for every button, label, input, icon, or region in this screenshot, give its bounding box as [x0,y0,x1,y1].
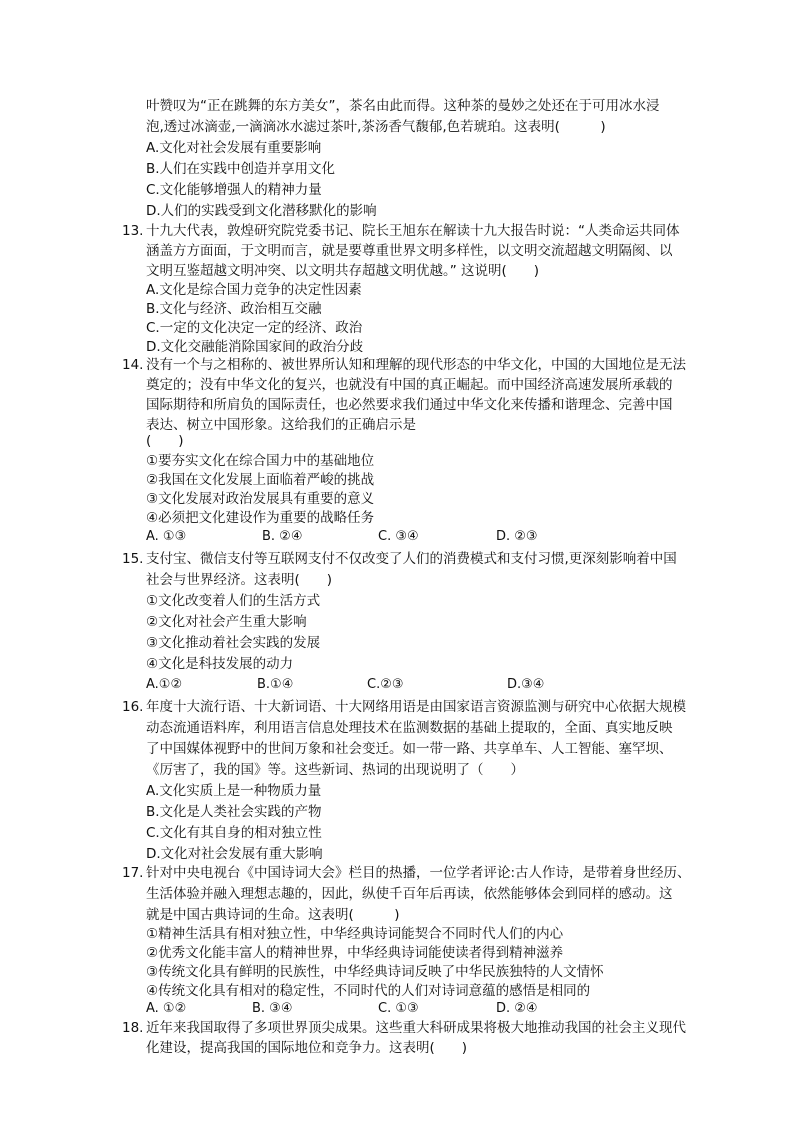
question-stem-line: 涵盖方方面面，于文明而言，就是要尊重世界文明多样性，以文明交流超越文明隔阂、以 [146,243,673,259]
statement-item: ①要夯实文化在综合国力中的基础地位 [146,453,375,469]
choice-d: D.③④ [507,677,545,692]
question-number: 14. [122,357,144,373]
question-stem-line: 近年来我国取得了多项世界顶尖成果。这些重大科研成果将极大地推动我国的社会主义现代 [146,1020,686,1036]
choice-a: A. ①② [146,1001,187,1016]
question-stem-line: 泡,透过冰滴壶,一滴滴冰水滤过茶叶,茶汤香气馥郁,色若琥珀。这表明( ) [146,119,606,135]
question-stem-line: 了中国媒体视野中的世间万象和社会变迁。如一带一路、共享单车、人工智能、塞罕坝、 [146,741,673,757]
question-stem-line: 文明互鉴超越文明冲突、以文明共存超越文明优越。” 这说明( ) [146,263,540,279]
choice-c: C. ①③ [378,1001,419,1016]
question-stem-line: 社会与世界经济。这表明( ) [146,572,333,588]
statement-item: ④传统文化具有相对的稳定性，不同时代的人们对诗词意蕴的感悟是相同的 [146,983,591,999]
question-stem-line: 《厉害了，我的国》等。这些新词、热词的出现说明了（ ） [146,762,524,778]
question-number: 16. [122,699,144,715]
statement-item: ②优秀文化能丰富人的精神世界，中华经典诗词能使读者得到精神滋养 [146,945,564,961]
statement-item: ①精神生活具有相对独立性，中华经典诗词能契合不同时代人们的内心 [146,926,564,942]
choice-b: B.①④ [257,677,294,692]
question-stem-line: 十九大代表，敦煌研究院党委书记、院长王旭东在解读十九大报告时说：“人类命运共同体 [146,223,680,239]
question-stem-line: 就是中国古典诗词的生命。这表明( ) [146,907,400,923]
question-number: 13. [122,223,144,239]
option-c: C.文化有其自身的相对独立性 [146,825,322,841]
option-d: D.文化对社会发展有重大影响 [146,846,323,862]
choice-d: D. ②④ [496,1001,538,1016]
option-b: B.人们在实践中创造并享用文化 [146,161,336,177]
choice-b: B. ③④ [252,1001,293,1016]
choice-c: C. ③④ [378,529,419,544]
statement-item: ③文化推动着社会实践的发展 [146,635,321,651]
statement-item: ③文化发展对政治发展具有重要的意义 [146,491,375,507]
option-b: B.文化是人类社会实践的产物 [146,804,322,820]
choice-a: A. ①③ [146,529,187,544]
question-number: 18. [122,1020,144,1036]
statement-item: ②我国在文化发展上面临着严峻的挑战 [146,472,375,488]
choice-c: C.②③ [367,677,404,692]
answer-blank: ( ) [146,433,184,449]
choice-a: A.①② [146,677,183,692]
question-stem-line: 动态流通语料库，利用语言信息处理技术在监测数据的基础上提取的，全面、真实地反映 [146,720,673,736]
statement-item: ③传统文化具有鲜明的民族性，中华经典诗词反映了中华民族独特的人文情怀 [146,964,604,980]
option-c: C.文化能够增强人的精神力量 [146,182,322,198]
statement-item: ④文化是科技发展的动力 [146,656,294,672]
statement-item: ④必须把文化建设作为重要的战略任务 [146,510,375,526]
question-stem-line: 生活体验并融入理想志趣的，因此，纵使千百年后再读，依然能够体会到同样的感动。这 [146,886,673,902]
question-stem-line: 化建设，提高我国的国际地位和竞争力。这表明( ) [146,1040,468,1056]
option-a: A.文化实质上是一种物质力量 [146,783,322,799]
option-a: A.文化是综合国力竞争的决定性因素 [146,282,362,298]
question-stem-line: 年度十大流行语、十大新词语、十大网络用语是由国家语言资源监测与研究中心依据大规模 [146,699,686,715]
question-stem-line: 支付宝、微信支付等互联网支付不仅改变了人们的消费模式和支付习惯,更深刻影响着中国 [146,551,677,567]
question-stem-line: 针对中央电视台《中国诗词大会》栏目的热播，一位学者评论:古人作诗，是带着身世经历、 [146,865,691,881]
statement-item: ②文化对社会产生重大影响 [146,614,307,630]
question-number: 15. [122,551,144,567]
statement-item: ①文化改变着人们的生活方式 [146,593,321,609]
question-stem-line: 没有一个与之相称的、被世界所认知和理解的现代形态的中华文化，中国的大国地位是无法 [146,357,686,373]
question-number: 17. [122,865,144,881]
question-stem-line: 国际期待和所肩负的国际责任，也必然要求我们通过中华文化来传播和谐理念、完善中国 [146,397,673,413]
option-d: D.文化交融能消除国家间的政治分歧 [146,339,364,355]
option-c: C.一定的文化决定一定的经济、政治 [146,320,363,336]
question-stem-line: 奠定的；没有中华文化的复兴，也就没有中国的真正崛起。而中国经济高速发展所承载的 [146,377,673,393]
option-a: A.文化对社会发展有重要影响 [146,140,322,156]
option-b: B.文化与经济、政治相互交融 [146,301,322,317]
choice-b: B. ②④ [262,529,303,544]
choice-d: D. ②③ [496,529,538,544]
question-stem-line: 表达、树立中国形象。这给我们的正确启示是 [146,417,416,433]
question-stem-line: 叶赞叹为“正在跳舞的东方美女”，茶名由此而得。这种茶的曼妙之处还在于可用冰水浸 [146,98,660,114]
option-d: D.人们的实践受到文化潜移默化的影响 [146,203,377,219]
